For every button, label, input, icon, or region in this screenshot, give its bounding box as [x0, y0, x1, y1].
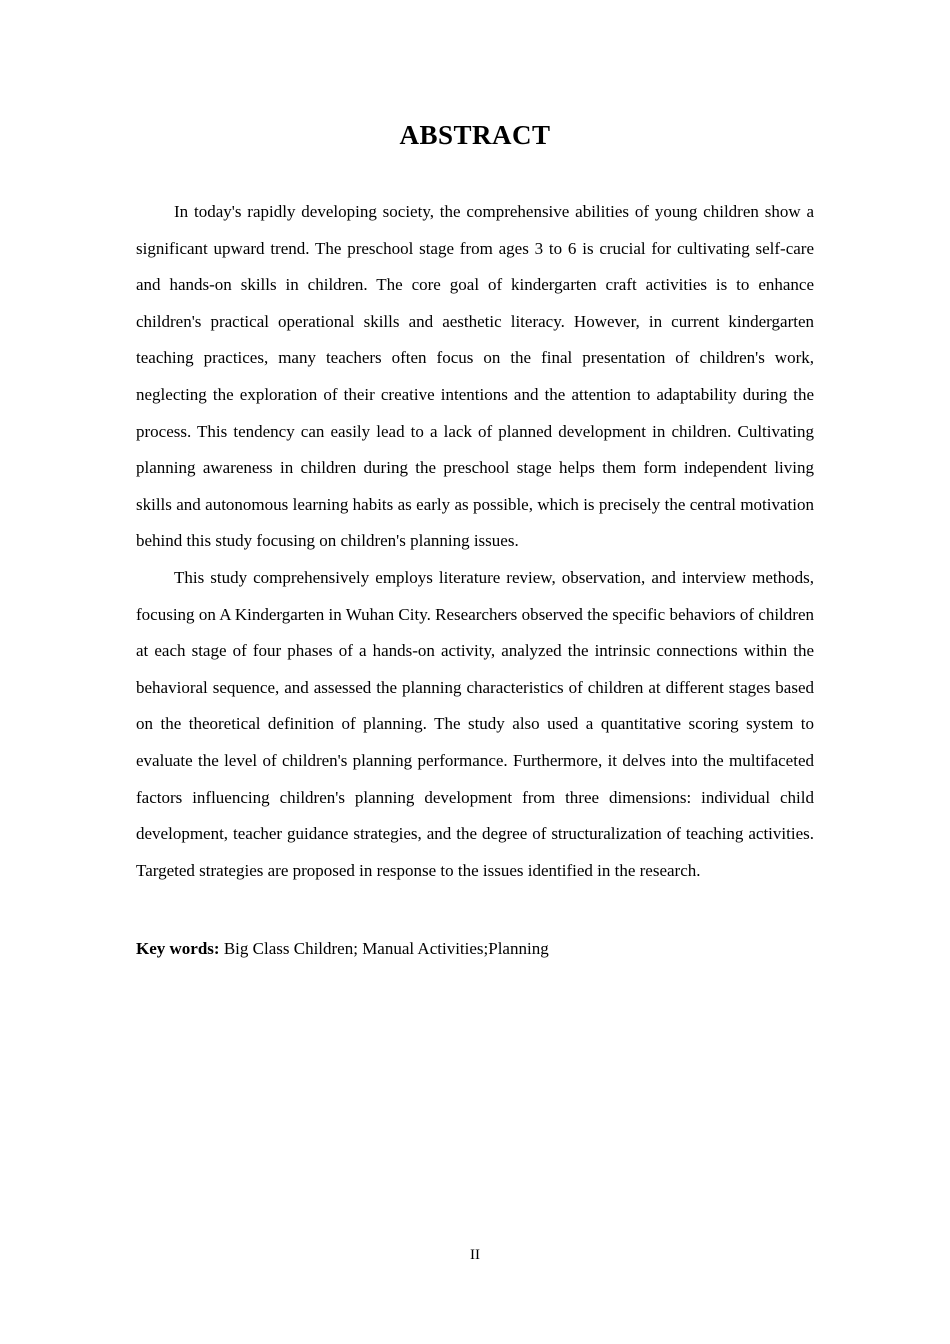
abstract-paragraph-2: This study comprehensively employs literature review, observation, and interview methods, focusing on A Kindergarten in Wuhan City. Researchers observed the specific behaviors of children at each stage of four phases of a hands-on activity, analyzed the intrinsic connections within the behavioral sequence, and assessed the planning characteristics of children at different stages based on the theoretical definition of planning. The study also used a quantitative scoring system to evaluate the level of children's planning performance. Furthermore, it delves into the multifaceted factors influencing children's planning development from three dimensions: individual child development, teacher guidance strategies, and the degree of structuralization of teaching activities. Targeted strategies are proposed in response to the issues identified in the research.	[136, 567, 814, 880]
keywords-line	[136, 931, 814, 968]
page-number: II	[470, 1247, 480, 1263]
page-content	[136, 0, 814, 968]
abstract-paragraph-1: In today's rapidly developing society, the comprehensive abilities of young children show a significant upward trend. The preschool stage from ages 3 to 6 is crucial for cultivating self-care and hands-on skills in children. The core goal of kindergarten craft activities is to enhance children's practical operational skills and aesthetic literacy. However, in current kindergarten teaching practices, many teachers often focus on the final presentation of children's work, neglecting the exploration of their creative intentions and the attention to adaptability during the process. This tendency can easily lead to a lack of planned development in children. Cultivating planning awareness in children during the preschool stage helps them form independent living skills and autonomous learning habits as early as possible, which is precisely the central motivation behind this study focusing on children's planning issues.	[136, 202, 814, 551]
keywords-text: Big Class Children; Manual Activities;Planning	[219, 939, 549, 959]
keywords-label: Key words:	[136, 939, 220, 959]
page-title: ABSTRACT	[399, 120, 551, 150]
abstract-body	[136, 194, 814, 889]
